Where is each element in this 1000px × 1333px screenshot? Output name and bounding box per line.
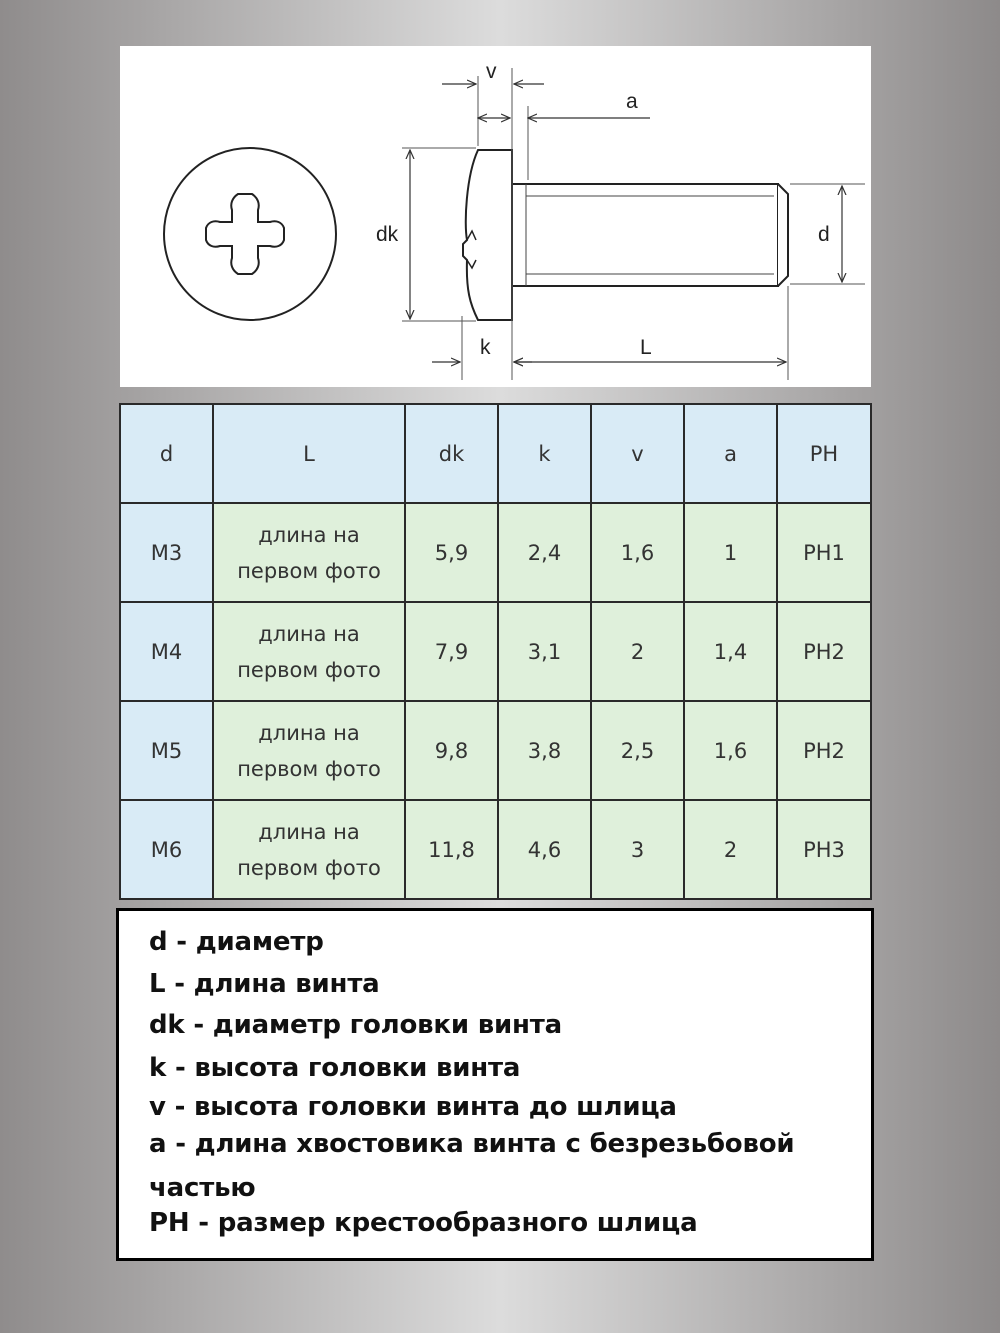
cell-ph: PH2 bbox=[777, 701, 871, 800]
legend-box bbox=[116, 908, 874, 1261]
cell-ph: PH2 bbox=[777, 602, 871, 701]
cell-a: 1 bbox=[684, 503, 777, 602]
legend-line-a: a - длина хвостовика винта с безрезьбовой bbox=[149, 1129, 795, 1159]
cell-a: 2 bbox=[684, 800, 777, 899]
legend-line-d: d - диаметр bbox=[149, 927, 324, 957]
table-row bbox=[120, 503, 871, 602]
cell-d: M6 bbox=[120, 800, 213, 899]
phillips-head-top-view-icon bbox=[164, 148, 336, 320]
header-k: k bbox=[498, 404, 591, 503]
table-row bbox=[120, 800, 871, 899]
legend-line-L: L - длина винта bbox=[149, 969, 380, 999]
cell-L bbox=[213, 503, 405, 602]
table-header-row bbox=[120, 404, 871, 503]
cell-k: 4,6 bbox=[498, 800, 591, 899]
dimension-table bbox=[119, 403, 872, 900]
cell-d: M4 bbox=[120, 602, 213, 701]
table-row bbox=[120, 701, 871, 800]
cell-L-line2: первом фото bbox=[237, 855, 381, 880]
dim-label-a: a bbox=[626, 90, 638, 113]
header-a: a bbox=[684, 404, 777, 503]
header-ph: PH bbox=[777, 404, 871, 503]
cell-v: 2 bbox=[591, 602, 684, 701]
cell-L-line1: длина на bbox=[258, 720, 360, 745]
dim-label-d: d bbox=[818, 223, 830, 246]
legend-line-k: k - высота головки винта bbox=[149, 1053, 521, 1083]
cell-k: 3,8 bbox=[498, 701, 591, 800]
legend-line-dk: dk - диаметр головки винта bbox=[149, 1010, 562, 1040]
cell-dk: 9,8 bbox=[405, 701, 498, 800]
dim-label-v: v bbox=[486, 60, 497, 83]
cell-L bbox=[213, 602, 405, 701]
screw-drawing bbox=[120, 46, 871, 387]
header-L: L bbox=[213, 404, 405, 503]
legend-line-a-cont: частью bbox=[149, 1173, 256, 1203]
table-row bbox=[120, 602, 871, 701]
cell-a: 1,6 bbox=[684, 701, 777, 800]
cell-L-line1: длина на bbox=[258, 819, 360, 844]
dim-label-L: L bbox=[640, 336, 652, 359]
dim-label-k: k bbox=[480, 336, 491, 359]
dim-label-dk: dk bbox=[376, 223, 399, 246]
cell-L-line2: первом фото bbox=[237, 558, 381, 583]
cell-dk: 7,9 bbox=[405, 602, 498, 701]
cell-d: M3 bbox=[120, 503, 213, 602]
cell-v: 3 bbox=[591, 800, 684, 899]
cell-d: M5 bbox=[120, 701, 213, 800]
cell-L bbox=[213, 701, 405, 800]
cell-L-line1: длина на bbox=[258, 621, 360, 646]
cell-L bbox=[213, 800, 405, 899]
header-v: v bbox=[591, 404, 684, 503]
legend-line-v: v - высота головки винта до шлица bbox=[149, 1092, 677, 1122]
cell-ph: PH1 bbox=[777, 503, 871, 602]
cell-k: 2,4 bbox=[498, 503, 591, 602]
cell-L-line2: первом фото bbox=[237, 657, 381, 682]
cell-dk: 11,8 bbox=[405, 800, 498, 899]
legend-line-ph: PH - размер крестообразного шлица bbox=[149, 1208, 698, 1238]
cell-a: 1,4 bbox=[684, 602, 777, 701]
cell-ph: PH3 bbox=[777, 800, 871, 899]
cell-v: 1,6 bbox=[591, 503, 684, 602]
screw-dimension-drawing bbox=[120, 46, 871, 387]
cell-v: 2,5 bbox=[591, 701, 684, 800]
cell-L-line2: первом фото bbox=[237, 756, 381, 781]
cell-L-line1: длина на bbox=[258, 522, 360, 547]
header-d: d bbox=[120, 404, 213, 503]
cell-dk: 5,9 bbox=[405, 503, 498, 602]
cell-k: 3,1 bbox=[498, 602, 591, 701]
header-dk: dk bbox=[405, 404, 498, 503]
